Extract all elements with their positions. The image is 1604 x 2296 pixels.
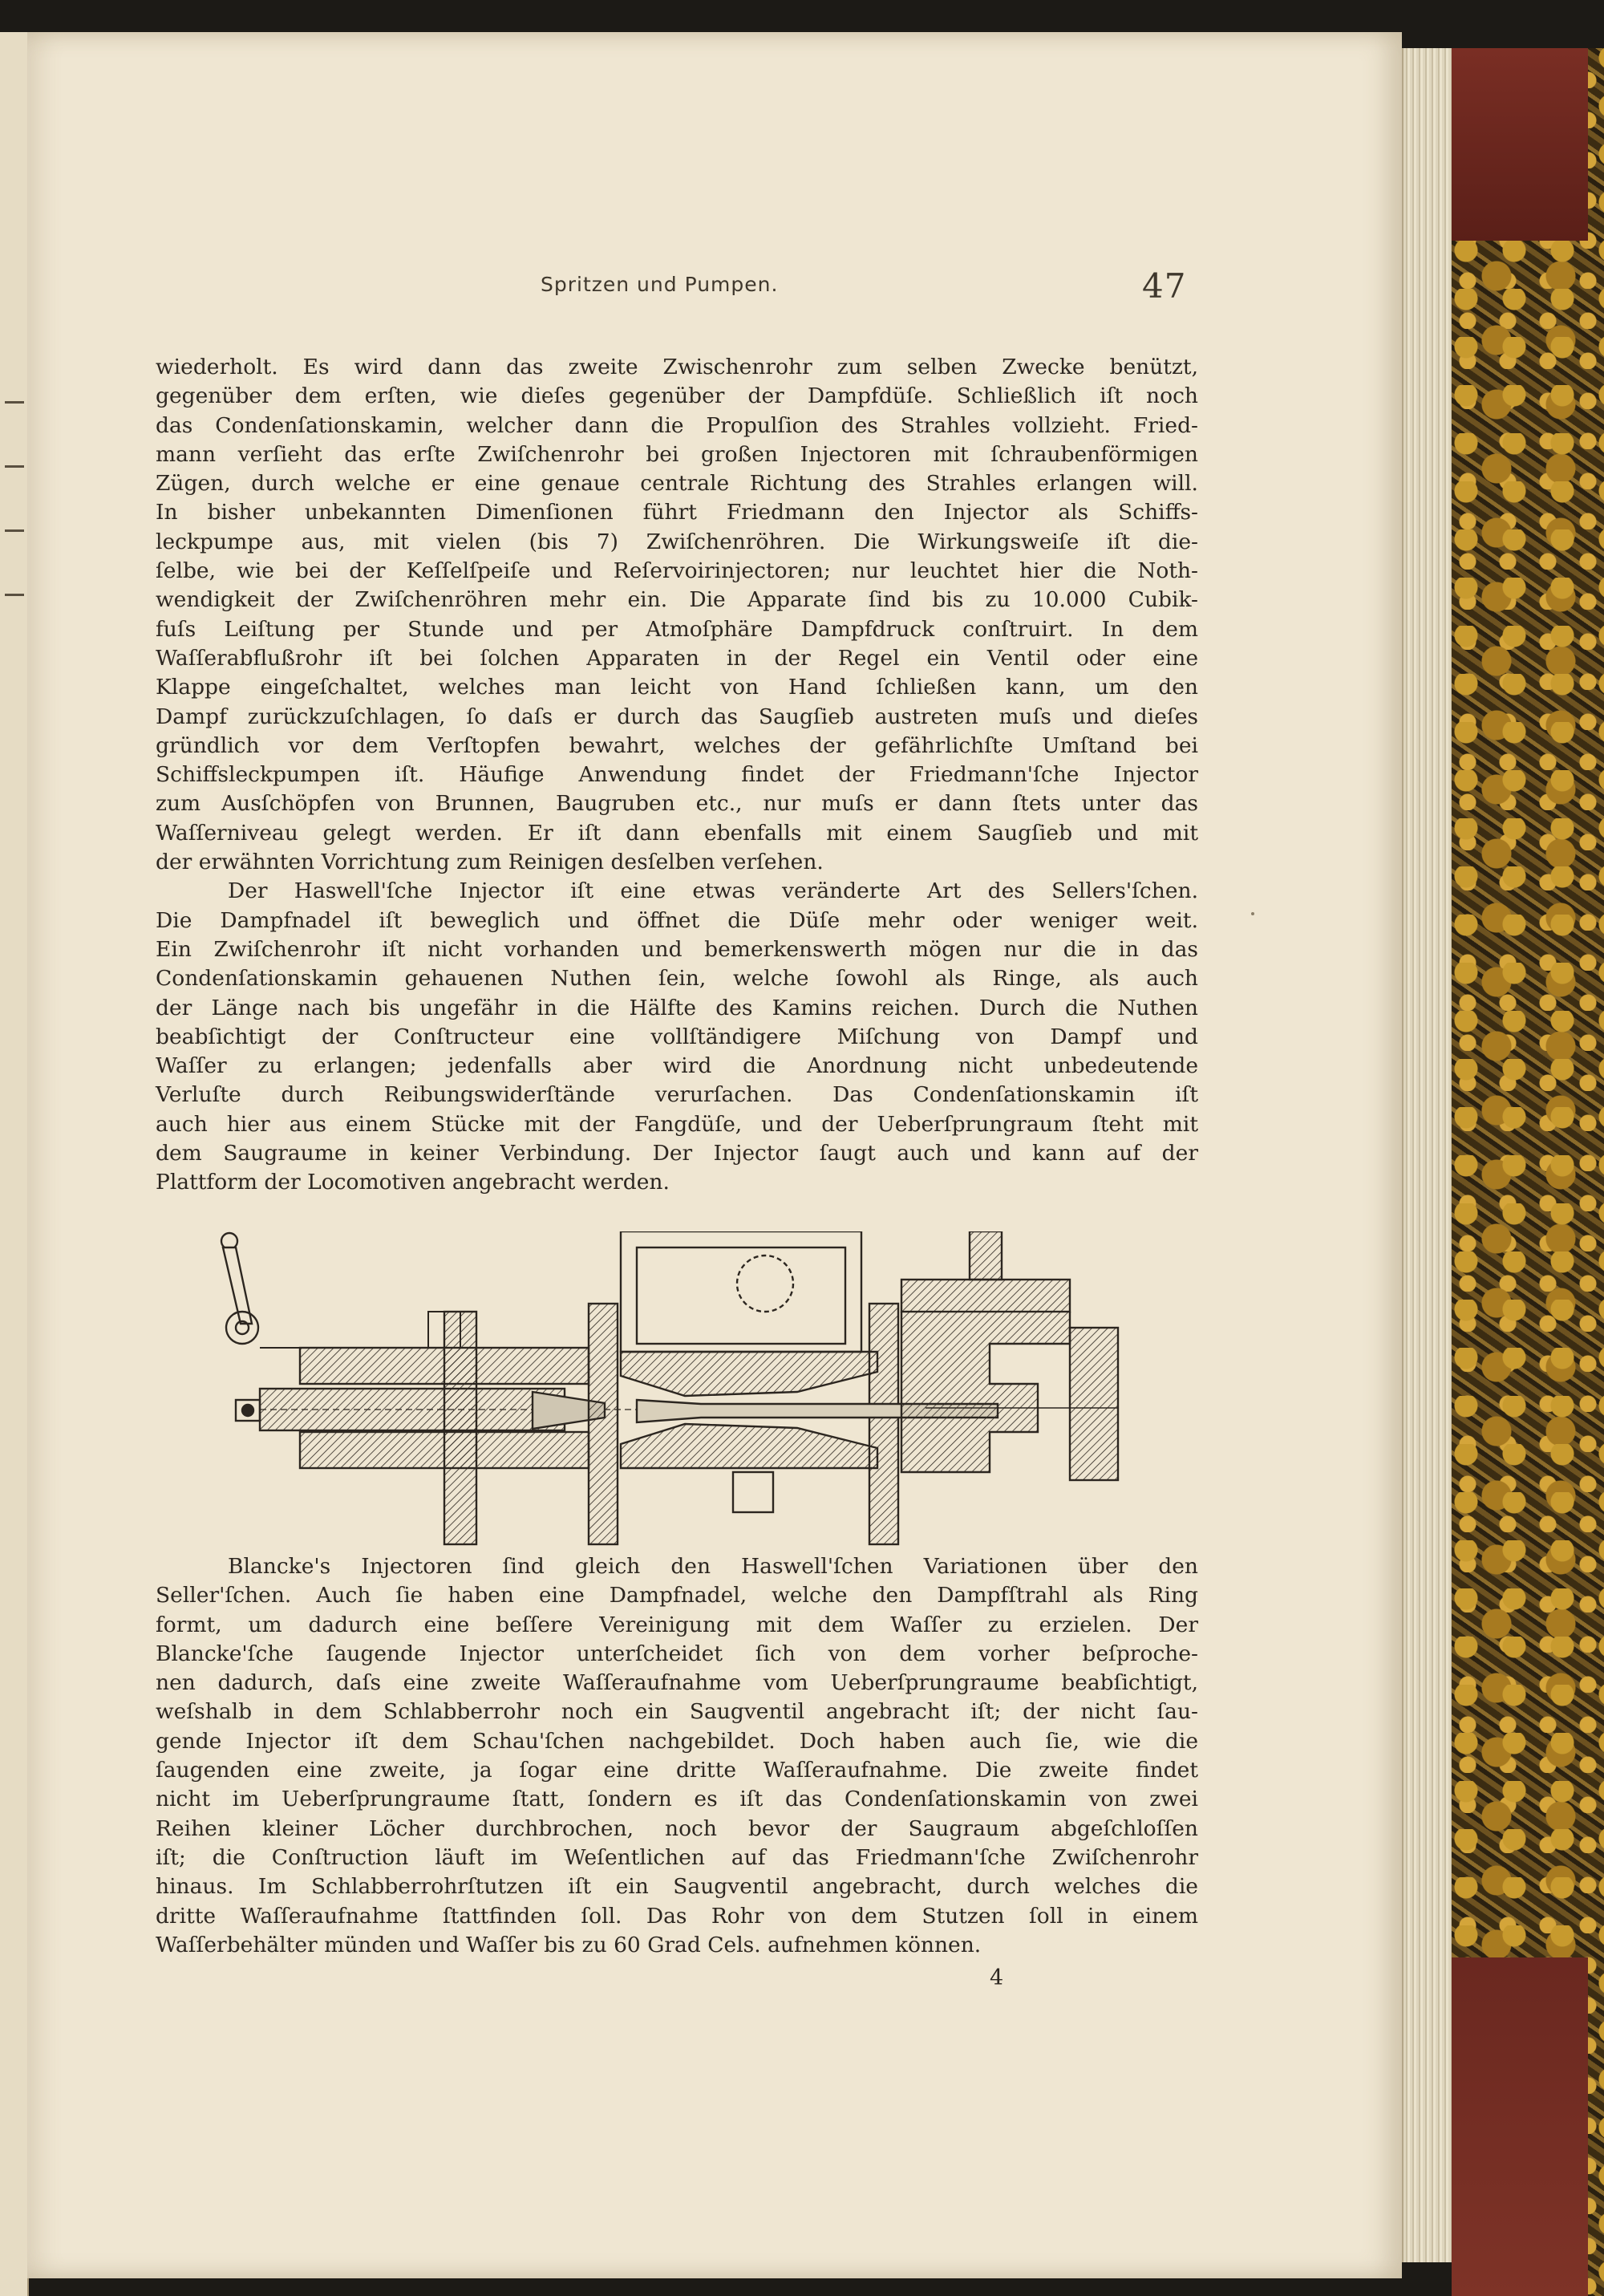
text-line: nen dadurch, daſs eine zweite Waſſeraufnahme vom Ueberſprungraume beabſichtigt, bbox=[156, 1670, 1198, 1696]
text-line: In bisher unbekannten Dimenſionen führt Friedmann den Injector als Schiffs- bbox=[156, 500, 1198, 525]
text-line: fuſs Leiſtung per Stunde und per Atmoſphäre Dampfdruck conſtruirt. In dem bbox=[156, 616, 1198, 642]
text-line: dem Saugraume in keiner Verbindung. Der Injector ſaugt auch und kann auf der bbox=[156, 1141, 1198, 1166]
text-line: wiederholt. Es wird dann das zweite Zwischenrohr zum selben Zwecke benützt, bbox=[156, 355, 1198, 379]
flange-right bbox=[869, 1304, 898, 1544]
text-line: gründlich vor dem Verſtopfen bewahrt, welches der gefährlichſte Umſtand bei bbox=[156, 732, 1198, 758]
text-line: Blancke's Injectoren ſind gleich den Haswell'ſchen Variationen über den bbox=[228, 1554, 1198, 1579]
text-line: Condenſationskamin gehauenen Nuthen ſein, welche ſowohl als Ringe, als auch bbox=[156, 966, 1198, 992]
previous-page-edge bbox=[0, 32, 29, 2296]
leather-corner-bottom bbox=[1452, 1957, 1588, 2296]
text-line: ſelbe, wie bei der Keſſelſpeiſe und Reſervoirinjectoren; nur leuchtet hier die Noth- bbox=[156, 558, 1198, 584]
text-line: Seller'ſchen. Auch ſie haben eine Dampfnadel, welche den Dampfſtrahl als Ring bbox=[156, 1583, 1198, 1608]
overflow-chamber bbox=[621, 1231, 861, 1352]
text-line: Die Dampfnadel iſt beweglich und öffnet die Düſe mehr oder weniger weit. bbox=[156, 907, 1198, 933]
valve-housing bbox=[901, 1280, 1070, 1312]
text-line: der Länge nach bis ungefähr in die Hälfte des Kamins reichen. Durch die Nuthen bbox=[156, 995, 1198, 1020]
text-line: Plattform der Locomotiven angebracht werden. bbox=[156, 1170, 670, 1195]
flange-mid bbox=[589, 1304, 618, 1544]
page-number: 47 bbox=[1142, 266, 1187, 306]
body-text-upper bbox=[156, 353, 1198, 1198]
text-line: Der Haswell'ſche Injector iſt eine etwas veränderte Art des Sellers'ſchen. bbox=[228, 878, 1198, 904]
text-line: Blancke'ſche ſaugende Injector unterſcheidet ſich von dem vorher beſproche- bbox=[156, 1641, 1198, 1666]
text-line: mann verſieht das erſte Zwiſchenrohr bei großen Injectoren mit ſchraubenförmigen bbox=[156, 441, 1198, 467]
injector-figure bbox=[188, 1231, 1166, 1548]
text-line: iſt; die Conſtruction läuft im Weſentlichen auf das Friedmann'ſche Zwiſchenrohr bbox=[156, 1844, 1198, 1870]
book-page bbox=[27, 32, 1402, 2278]
text-line: zum Ausſchöpfen von Brunnen, Baugruben etc., nur muſs er dann ſtets unter das bbox=[156, 791, 1198, 817]
text-line: dritte Waſſeraufnahme ſtattfinden ſoll. Das Rohr von dem Stutzen ſoll in einem bbox=[156, 1903, 1198, 1929]
text-line: hinaus. Im Schlabberrohrſtutzen iſt ein Saugventil angebracht, durch welches die bbox=[156, 1874, 1198, 1900]
text-line: beabſichtigt der Conſtructeur eine vollſtändigere Miſchung von Dampf und bbox=[156, 1024, 1198, 1049]
text-line: das Condenſationskamin, welcher dann die Propulſion des Strahles vollzieht. Fried- bbox=[156, 412, 1198, 438]
text-line: Dampf zurückzuſchlagen, ſo daſs er durch das Saugſieb austreten muſs und dieſes bbox=[156, 704, 1198, 729]
text-line: Waſſerniveau gelegt werden. Er iſt dann ebenfalls mit einem Saugſieb und mit bbox=[156, 820, 1198, 846]
combining-tube-upper bbox=[621, 1352, 877, 1396]
text-line: Ein Zwiſchenrohr iſt nicht vorhanden und bemerkenswerth mögen nur die in das bbox=[156, 936, 1198, 962]
running-head bbox=[27, 266, 1402, 306]
combining-tube-lower bbox=[621, 1424, 877, 1468]
delivery-flange bbox=[1070, 1328, 1118, 1480]
signature-mark: 4 bbox=[990, 1965, 1004, 1990]
text-line: gende Injector iſt dem Schau'ſchen nachgebildet. Doch haben auch ſie, wie die bbox=[156, 1728, 1198, 1754]
text-line: Schiffsleckpumpen iſt. Häufige Anwendung findet der Friedmann'ſche Injector bbox=[156, 762, 1198, 788]
text-line: Waſſer zu erlangen; jedenfalls aber wird die Anordnung nicht unbedeutende bbox=[156, 1053, 1198, 1079]
text-line: auch hier aus einem Stücke mit der Fangdüſe, und der Ueberſprungraum ſteht mit bbox=[156, 1111, 1198, 1137]
text-line: Waſſerbehälter münden und Waſſer bis zu 60 Grad Cels. aufnehmen können. bbox=[156, 1932, 982, 1957]
leather-corner-top bbox=[1452, 48, 1588, 241]
text-line: Waſſerabflußrohr iſt bei ſolchen Apparaten in der Regel ein Ventil oder eine bbox=[156, 645, 1198, 671]
text-line: leckpumpe aus, mit vielen (bis 7) Zwiſchenröhren. Die Wirkungsweiſe iſt die- bbox=[156, 529, 1198, 554]
text-line: Klappe eingeſchaltet, welches man leicht von Hand ſchließen kann, um den bbox=[156, 675, 1198, 700]
page-stack-edge bbox=[1402, 48, 1453, 2262]
text-line: gegenüber dem erſten, wie dieſes gegenüber der Dampfdüſe. Schließlich iſt noch bbox=[156, 383, 1198, 409]
body-text-lower bbox=[156, 1552, 1198, 1960]
text-line: Verluſte durch Reibungswiderſtände verurſachen. Das Condenſationskamin iſt bbox=[156, 1082, 1198, 1108]
text-line: ſaugenden eine zweite, ja ſogar eine dritte Waſſeraufnahme. Die zweite findet bbox=[156, 1758, 1198, 1783]
drain-stub bbox=[733, 1472, 773, 1512]
paper-speck bbox=[1251, 912, 1254, 915]
text-line: weſshalb in dem Schlabberrohr noch ein Saugventil angebracht iſt; der nicht ſau- bbox=[156, 1699, 1198, 1725]
delivery-branch bbox=[901, 1312, 1070, 1472]
text-line: Zügen, durch welche er eine genaue centrale Richtung des Strahles erlangen will. bbox=[156, 471, 1198, 497]
text-line: formt, um dadurch eine beſſere Vereinigung mit dem Waſſer zu erzielen. Der bbox=[156, 1612, 1198, 1637]
running-title: Spritzen und Pumpen. bbox=[541, 273, 779, 296]
text-line: Reihen kleiner Löcher durchbrochen, noch bevor der Saugraum abgeſchloſſen bbox=[156, 1815, 1198, 1841]
flange-left bbox=[444, 1312, 476, 1544]
text-line: wendigkeit der Zwiſchenröhren mehr ein. Die Apparate ſind bis zu 10.000 Cubik- bbox=[156, 587, 1198, 613]
text-line: der erwähnten Vorrichtung zum Reinigen desſelben verſehen. bbox=[156, 850, 824, 875]
text-line: nicht im Ueberſprungraume ſtatt, ſondern es iſt das Condenſationskamin von zwei bbox=[156, 1787, 1198, 1812]
